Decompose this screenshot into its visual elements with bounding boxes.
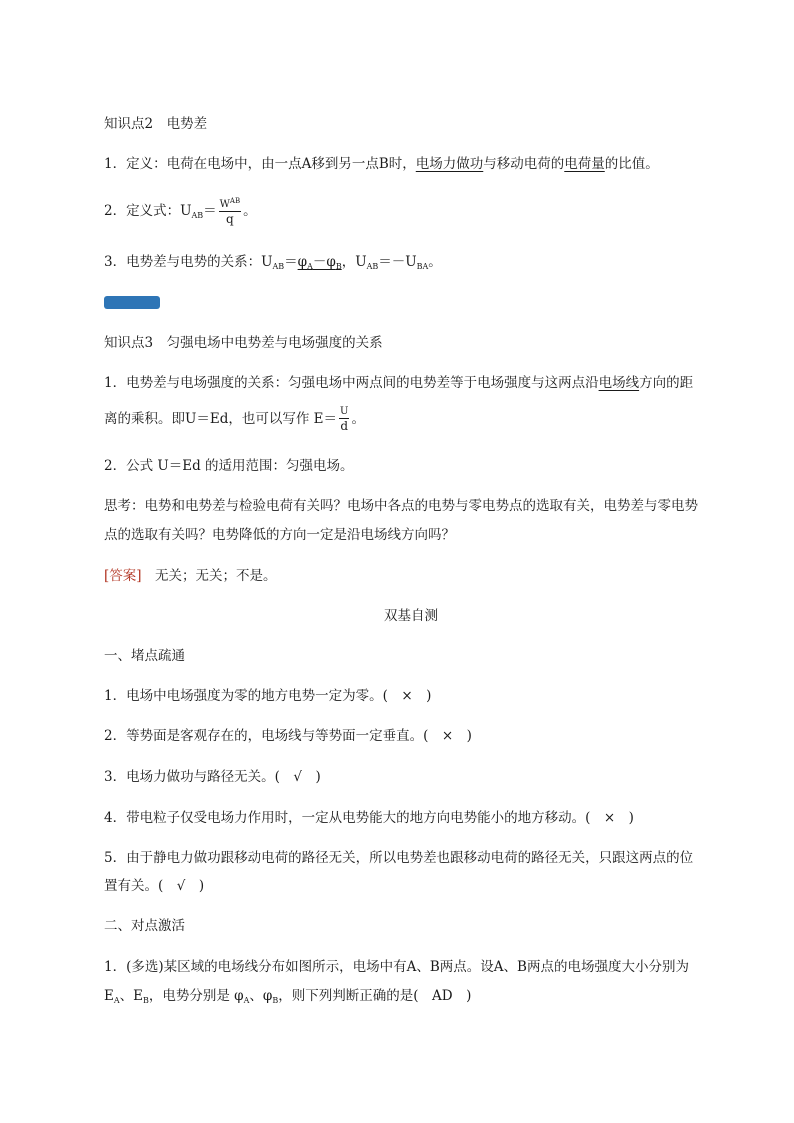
- question-1-line1: 1．(多选)某区域的电场线分布如图所示，电场中有A、B两点。设A、B两点的电场强度大小分别为: [104, 959, 689, 975]
- question-1-line2: $E_A$、$E_B$，电势分别是 $\varphi_A$、$\varphi_B$，则下列判断正确的是( AD ): [104, 988, 472, 1005]
- part1-heading: 一、堵点疏通: [104, 648, 185, 664]
- blank-potential-diff: $\varphi_A-\varphi_B$: [297, 254, 342, 271]
- section-2-title: 知识点2 电势差: [104, 116, 208, 132]
- list-item: 1．电场中电场强度为零的地方电势一定为零。( × ): [104, 688, 432, 704]
- relation-line: 3．电势差与电势的关系：$U_{AB}=\varphi_A-\varphi_B$，$U_{AB}=-U_{BA}$。: [104, 254, 442, 271]
- list-item: 4．带电粒子仅受电场力作用时，一定从电势能大的地方向电势能小的地方移动。( × ): [104, 810, 634, 826]
- fraction-u-over-d: $\frac{U}{d}$: [340, 406, 349, 433]
- blank-field-line: 电场线: [598, 375, 640, 391]
- section-3-title: 知识点3 匀强电场中电势差与电场强度的关系: [104, 335, 383, 351]
- center-title: 双基自测: [384, 608, 438, 624]
- relation-text-line1: 1．电势差与电场强度的关系：匀强电场中两点间的电势差等于电场强度与这两点沿电场线方向的距: [104, 375, 694, 391]
- answer-tag: [答案]: [104, 568, 142, 584]
- list-item: 3．电场力做功与路径无关。( √ ): [104, 769, 321, 785]
- blank-charge: 电荷量: [564, 156, 605, 172]
- blank-work: 电场力做功: [415, 156, 484, 172]
- formula-line: 2．定义式：$U_{AB}=$ $\frac{W^{AB}}{q}$ 。: [104, 197, 257, 226]
- relation-text-line2: 离的乘积。即U＝Ed，也可以写作 E＝ $\frac{U}{d}$ 。: [104, 406, 365, 433]
- answer-line: [答案] 无关；无关；不是。: [104, 568, 277, 584]
- list-item-5-line2: 置有关。( √ ): [104, 878, 205, 894]
- fraction-w-over-q: $\frac{W^{AB}}{q}$: [219, 197, 241, 226]
- section-badge: [104, 296, 160, 309]
- list-item-5-line1: 5．由于静电力做功跟移动电荷的路径无关，所以电势差也跟移动电荷的路径无关，只跟这两点的位: [104, 850, 694, 866]
- definition-line: 1．定义：电荷在电场中，由一点A移到另一点B时，电场力做功与移动电荷的电荷量的比值。: [104, 156, 659, 172]
- list-item: 2．等势面是客观存在的，电场线与等势面一定垂直。( × ): [104, 728, 472, 744]
- scope-line: 2．公式 U＝Ed 的适用范围：匀强电场。: [104, 458, 354, 474]
- part2-heading: 二、对点激活: [104, 918, 185, 934]
- think-line1: 思考：电势和电势差与检验电荷有关吗？电场中各点的电势与零电势点的选取有关，电势差与零电势: [104, 498, 698, 514]
- think-line2: 点的选取有关吗？电势降低的方向一定是沿电场线方向吗？: [104, 527, 455, 543]
